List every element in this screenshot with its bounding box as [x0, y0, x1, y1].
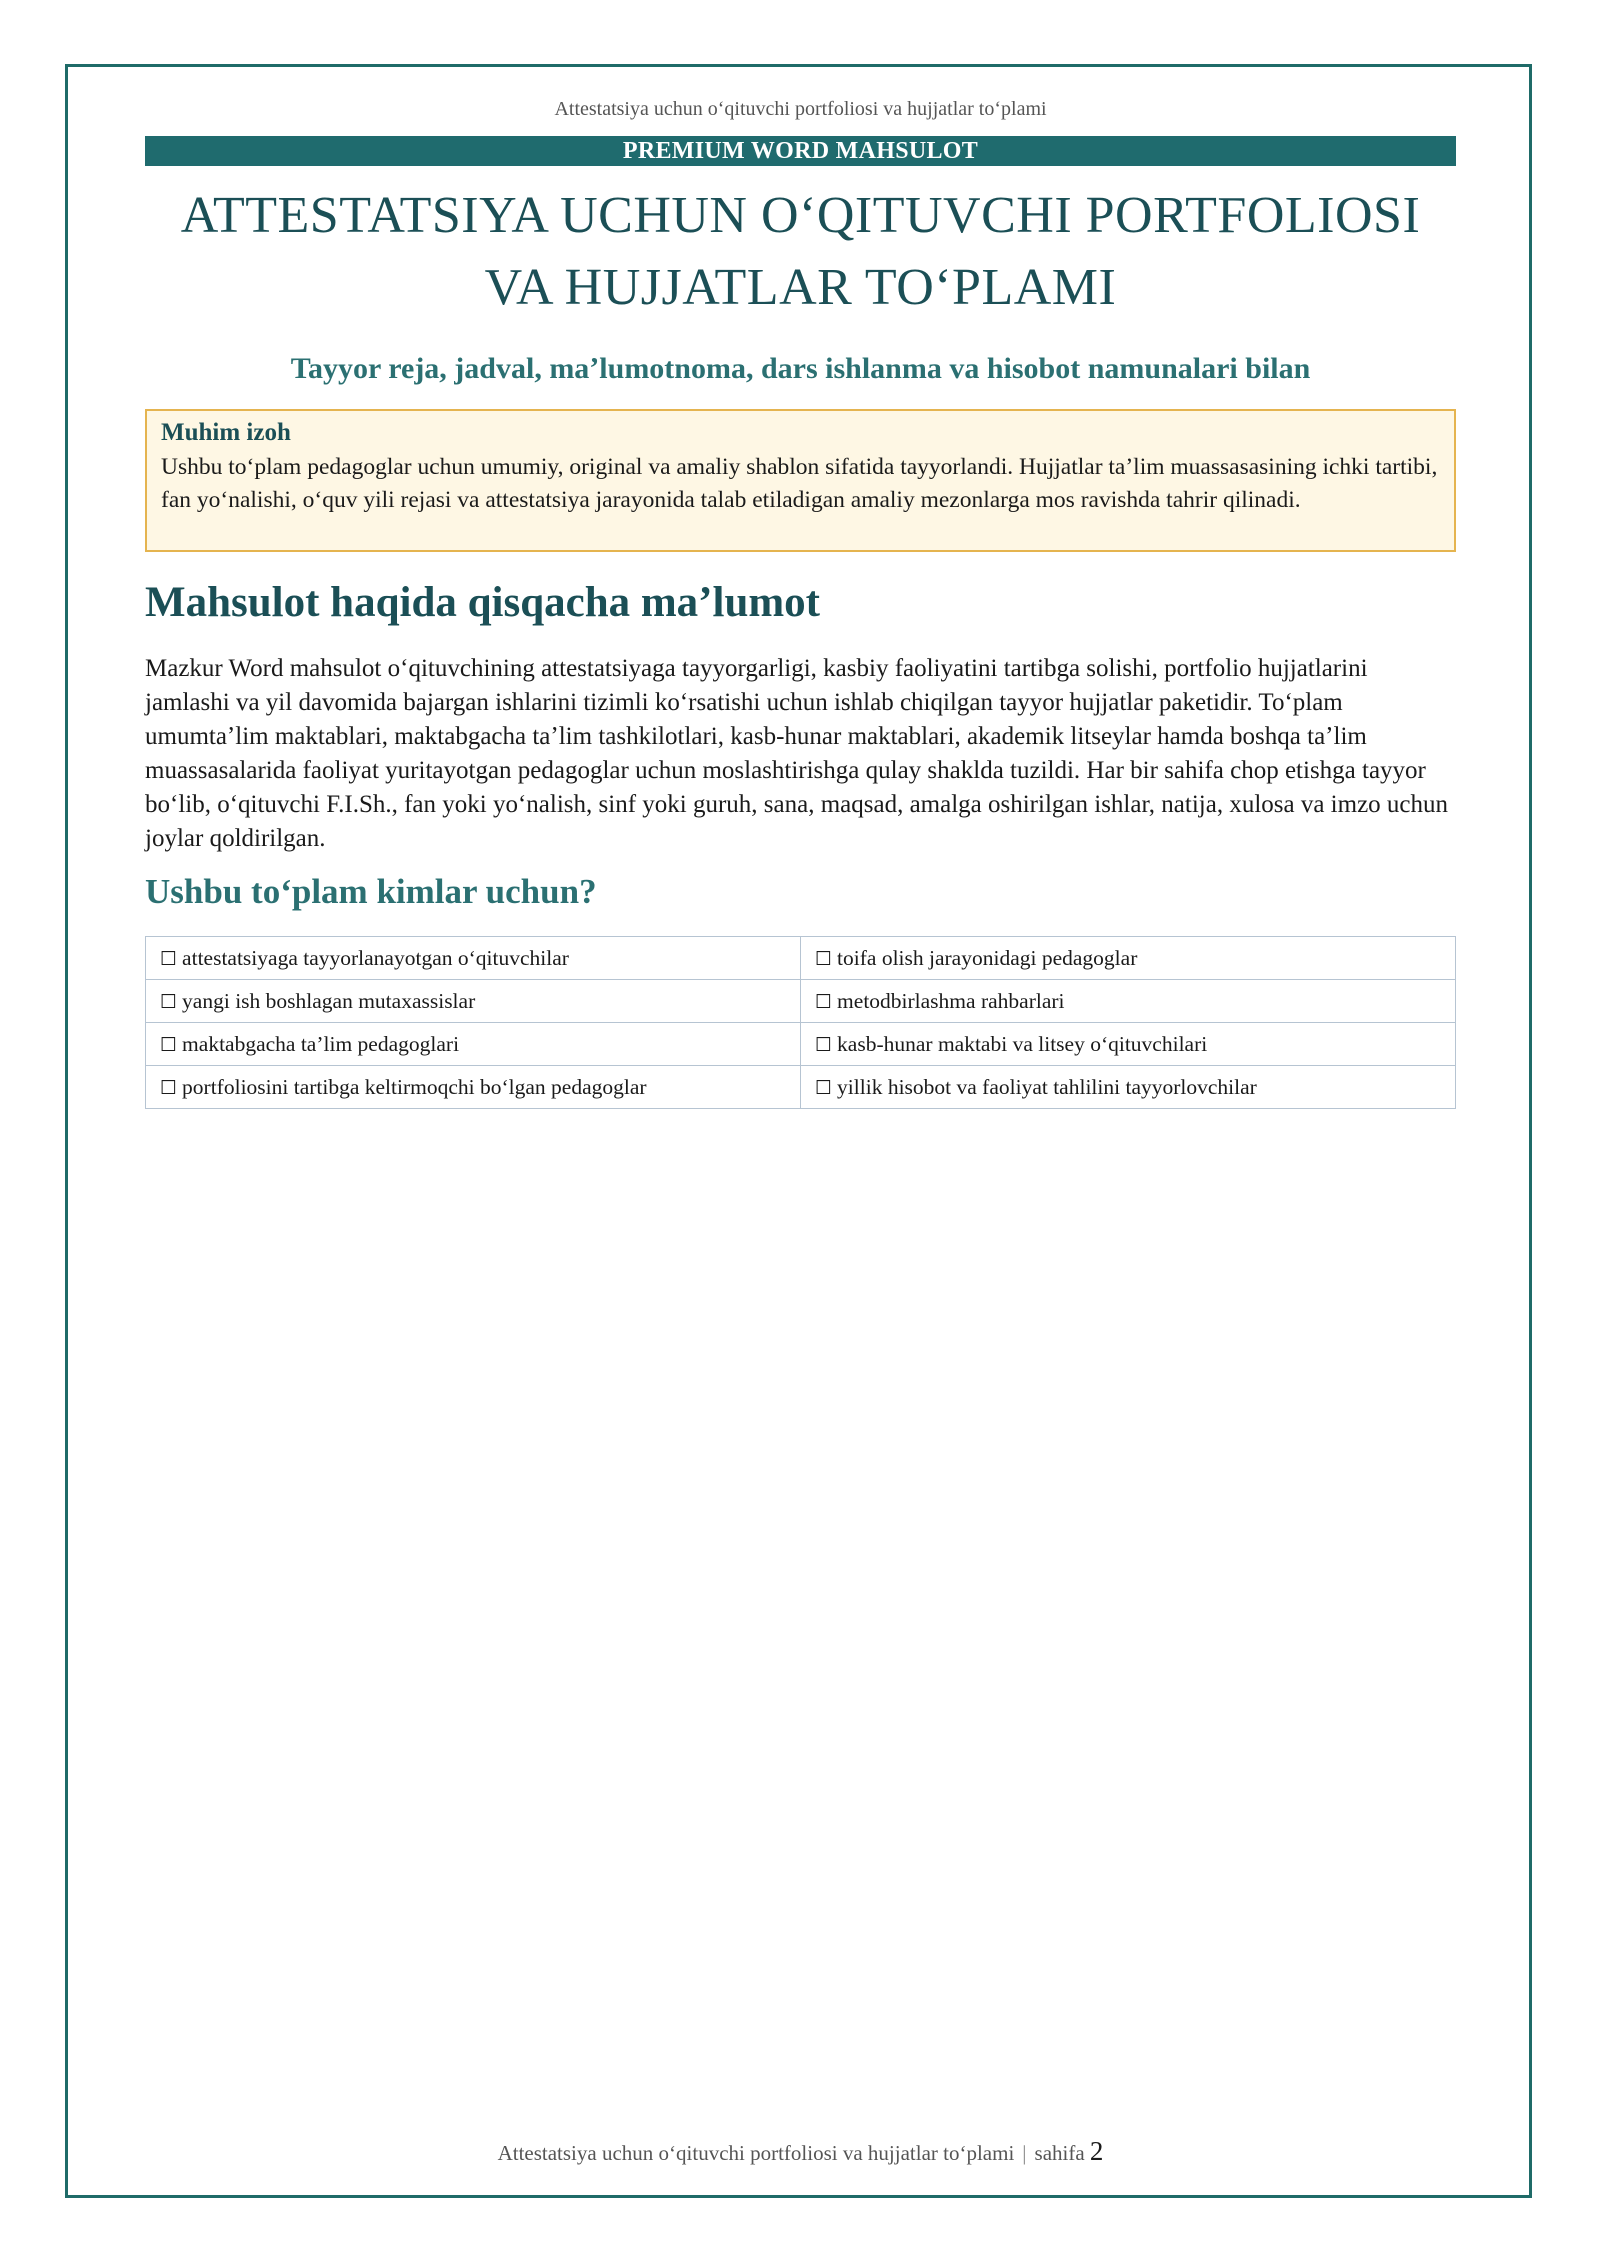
audience-item: yillik hisobot va faoliyat tahlilini tayyorlovchilar: [837, 1074, 1257, 1099]
section-heading-about: Mahsulot haqida qisqacha maʼlumot: [145, 579, 821, 626]
table-row: [146, 1066, 1456, 1109]
document-subtitle: Tayyor reja, jadval, maʼlumotnoma, dars ishlanma va hisobot namunalari bilan: [290, 352, 1311, 385]
title-line-1: ATTESTATSIYA UCHUN OʻQITUVCHI PORTFOLIOSI: [180, 187, 1421, 244]
footer-title: Attestatsiya uchun oʻqituvchi portfoliosi va hujjatlar toʻplami: [497, 2141, 1015, 2165]
audience-item: kasb-hunar maktabi va litsey oʻqituvchilari: [837, 1031, 1208, 1056]
audience-cell: [146, 980, 801, 1023]
audience-item: portfoliosini tartibga keltirmoqchi boʻlgan pedagoglar: [182, 1074, 647, 1099]
checkbox-icon: ☐: [815, 990, 833, 1013]
checkbox-icon: ☐: [815, 1076, 833, 1099]
important-note-box: [145, 409, 1456, 552]
audience-cell: [801, 1066, 1456, 1109]
audience-item: metodbirlashma rahbarlari: [837, 988, 1065, 1013]
checkbox-icon: ☐: [160, 990, 178, 1013]
audience-cell: [146, 937, 801, 980]
title-line-2: VA HUJJATLAR TOʻPLAMI: [484, 259, 1117, 316]
table-row: [146, 1023, 1456, 1066]
audience-item: attestatsiyaga tayyorlanayotgan oʻqituvchilar: [182, 945, 569, 970]
footer-separator: |: [1022, 2141, 1027, 2165]
audience-item: yangi ish boshlagan mutaxassislar: [182, 988, 476, 1013]
note-title: Muhim izoh: [161, 419, 291, 446]
table-row: [146, 937, 1456, 980]
about-paragraph: Mazkur Word mahsulot oʻqituvchining attestatsiyaga tayyorgarligi, kasbiy faoliyatini tartibga solishi, portfolio hujjatlarini jamlashi va yil davomida bajargan ishlarini tizimli koʻrsatishi uchun ishlab chiqilgan tayyor hujjatlar paketidir. Toʻplam umumtaʼlim maktablari, maktabgacha taʼlim tashkilotlari, kasb-hunar maktablari, akademik litseylar hamda boshqa taʼlim muassasalarida faoliyat yuritayotgan pedagoglar uchun moslashtirishga qulay shaklda tuzildi. Har bir sahifa chop etishga tayyor boʻlib, oʻqituvchi F.I.Sh., fan yoki yoʻnalish, sinf yoki guruh, sana, maqsad, amalga oshirilgan ishlar, natija, xulosa va imzo uchun joylar qoldirilgan.: [145, 655, 1449, 852]
checkbox-icon: ☐: [815, 1033, 833, 1056]
checkbox-icon: ☐: [160, 947, 178, 970]
audience-table: [145, 936, 1456, 1109]
checkbox-icon: ☐: [815, 947, 833, 970]
premium-badge: PREMIUM WORD MAHSULOT: [145, 136, 1456, 166]
section-heading-audience: Ushbu toʻplam kimlar uchun?: [145, 872, 597, 911]
audience-cell: [801, 1023, 1456, 1066]
page-number: 2: [1089, 2136, 1104, 2166]
audience-cell: [801, 980, 1456, 1023]
audience-cell: [146, 1023, 801, 1066]
audience-item: toifa olish jarayonidagi pedagoglar: [837, 945, 1138, 970]
page-label: sahifa: [1034, 2141, 1085, 2165]
audience-cell: [801, 937, 1456, 980]
document-title: [145, 180, 1456, 324]
audience-cell: [146, 1066, 801, 1109]
audience-item: maktabgacha taʼlim pedagoglari: [182, 1031, 460, 1056]
checkbox-icon: ☐: [160, 1033, 178, 1056]
note-text: Ushbu toʻplam pedagoglar uchun umumiy, original va amaliy shablon sifatida tayyorlandi. Hujjatlar taʼlim muassasasining ichki tartibi, fan yoʻnalishi, oʻquv yili rejasi va attestatsiya jarayonida talab etiladigan amaliy mezonlarga mos ravishda tahrir qilinadi.: [161, 454, 1438, 513]
running-footer: [145, 2136, 1456, 2167]
table-row: [146, 980, 1456, 1023]
running-header: Attestatsiya uchun oʻqituvchi portfoliosi va hujjatlar toʻplami: [554, 98, 1047, 120]
checkbox-icon: ☐: [160, 1076, 178, 1099]
